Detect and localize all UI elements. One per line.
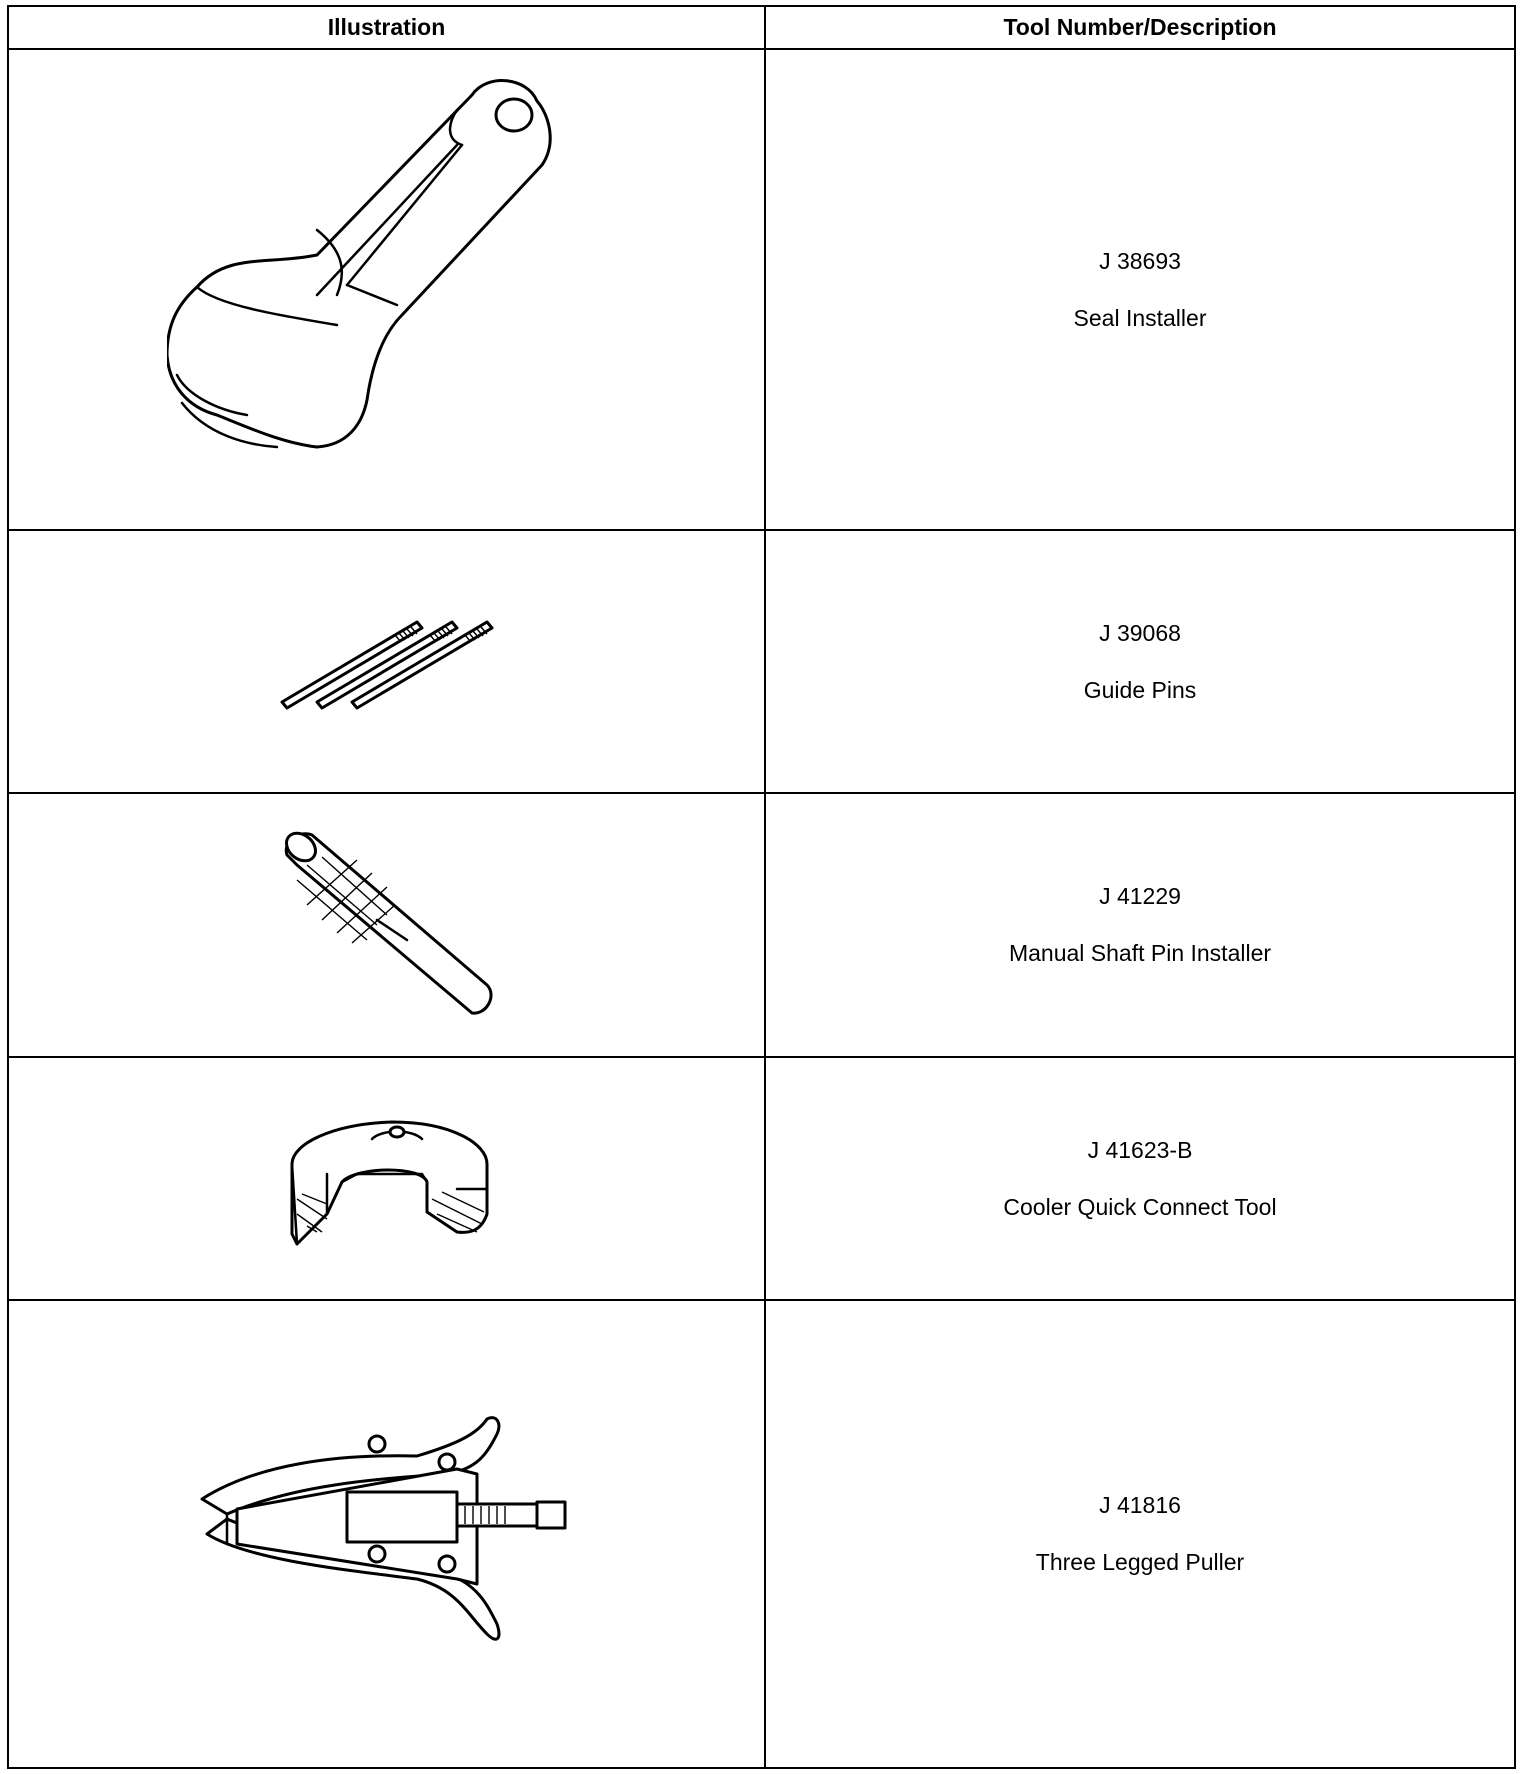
table-row	[8, 1300, 1515, 1768]
tool-description: Guide Pins	[1083, 676, 1197, 703]
tool-number: J 41816	[1099, 1492, 1181, 1518]
pin-installer-icon	[277, 825, 497, 1025]
tool-number: J 39068	[1099, 619, 1181, 646]
tool-description: Three Legged Puller	[1035, 1549, 1245, 1575]
header-row	[8, 6, 1515, 49]
tool-number: J 41229	[1099, 883, 1181, 909]
seal-installer-icon	[167, 65, 607, 515]
description-cell	[765, 793, 1515, 1057]
description-cell	[765, 530, 1515, 793]
illustration-cell	[8, 49, 765, 530]
tool-description: Cooler Quick Connect Tool	[1003, 1193, 1277, 1220]
header-illustration: Illustration	[8, 6, 765, 49]
tool-table	[7, 5, 1516, 1769]
quick-connect-tool-icon	[272, 1104, 502, 1254]
header-tool-description: Tool Number/Description	[765, 6, 1515, 49]
guide-pins-icon	[277, 612, 497, 712]
illustration-cell	[8, 793, 765, 1057]
illustration-cell	[8, 530, 765, 793]
table-row	[8, 49, 1515, 530]
description-cell	[765, 1057, 1515, 1300]
table-row	[8, 1057, 1515, 1300]
tool-number: J 38693	[1099, 247, 1181, 274]
table-row	[8, 530, 1515, 793]
table-row	[8, 793, 1515, 1057]
illustration-cell	[8, 1300, 765, 1768]
three-legged-puller-icon	[197, 1414, 577, 1654]
tool-description: Seal Installer	[1073, 304, 1207, 331]
tool-description: Manual Shaft Pin Installer	[1008, 940, 1272, 966]
tool-number: J 41623-B	[1087, 1136, 1193, 1163]
illustration-cell	[8, 1057, 765, 1300]
description-cell	[765, 49, 1515, 530]
description-cell	[765, 1300, 1515, 1768]
